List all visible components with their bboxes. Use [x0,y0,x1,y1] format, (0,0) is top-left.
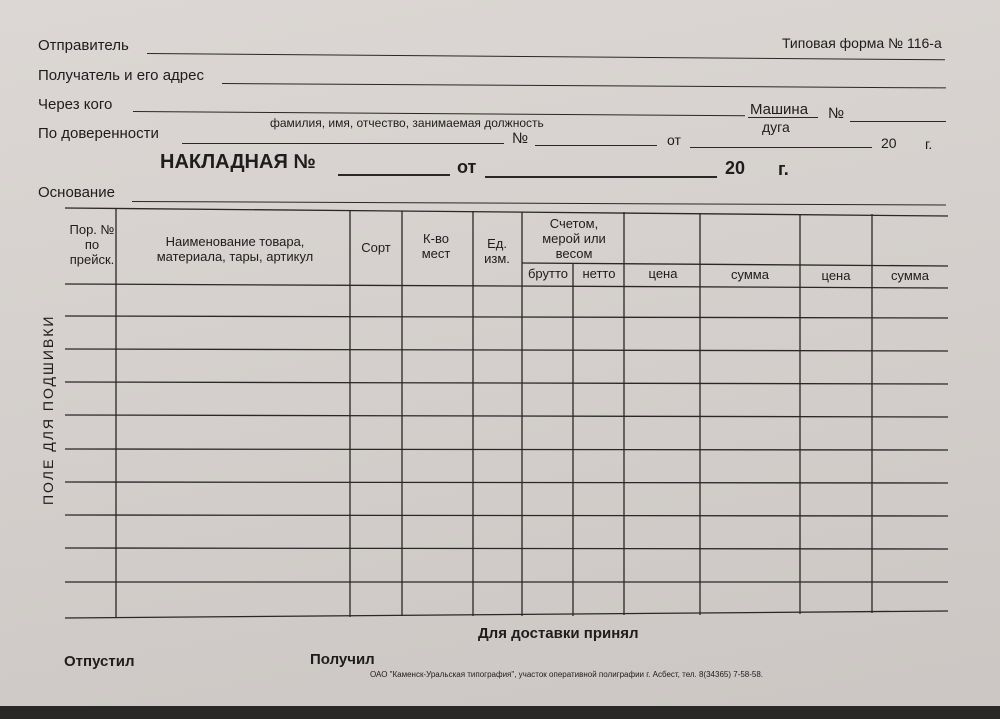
header-item-name: Наименование товара, материала, тары, артикул [156,234,314,264]
proxy-year-label: 20 [881,135,897,151]
header-sum-1: сумма [731,267,769,282]
vehicle-label: Машина [750,101,809,118]
header-price-1: цена [648,266,678,281]
table-surface-edge [0,706,1000,719]
invoice-year-suffix: г. [778,159,789,179]
received-label: Получил [310,651,375,668]
header-gross: брутто [527,266,569,281]
recipient-label: Получатель и его адрес [38,67,204,84]
printer-note: ОАО "Каменск-Уральская типография", участок оперативной полиграфии г. Асбест, тел. 8(34365) 7-58-58. [370,670,764,679]
sender-label: Отправитель [38,37,129,54]
header-row-number: Пор. № по прейск. [69,222,115,267]
invoice-from-label: от [457,157,477,177]
header-places: К-во мест [421,231,451,261]
basis-label: Основание [38,184,115,201]
via-label: Через кого [38,96,113,113]
header-net: нетто [582,266,616,281]
invoice-title: НАКЛАДНАЯ № [160,151,316,173]
proxy-label: По доверенности [38,125,159,142]
invoice-year-label: 20 [725,158,746,178]
standard-form-label: Типовая форма № 116-а [782,35,942,51]
proxy-from-label: от [667,132,681,148]
header-count-group: Счетом, мерой или весом [542,216,606,261]
delivery-accepted-label: Для доставки принял [478,625,639,642]
proxy-year-suffix: г. [925,136,933,152]
header-price-2: цена [821,268,851,283]
via-hint: фамилия, имя, отчество, занимаемая должность [270,116,544,130]
header-sum-2: сумма [891,268,929,283]
binding-field-label: ПОЛЕ ДЛЯ ПОДШИВКИ [40,314,56,505]
header-unit: Ед. изм. [484,236,510,266]
released-label: Отпустил [64,653,135,670]
vehicle-sub-label: дуга [762,119,790,135]
vehicle-number-sign: № [828,105,845,122]
header-grade: Сорт [361,240,391,255]
proxy-number-sign: № [512,130,529,147]
